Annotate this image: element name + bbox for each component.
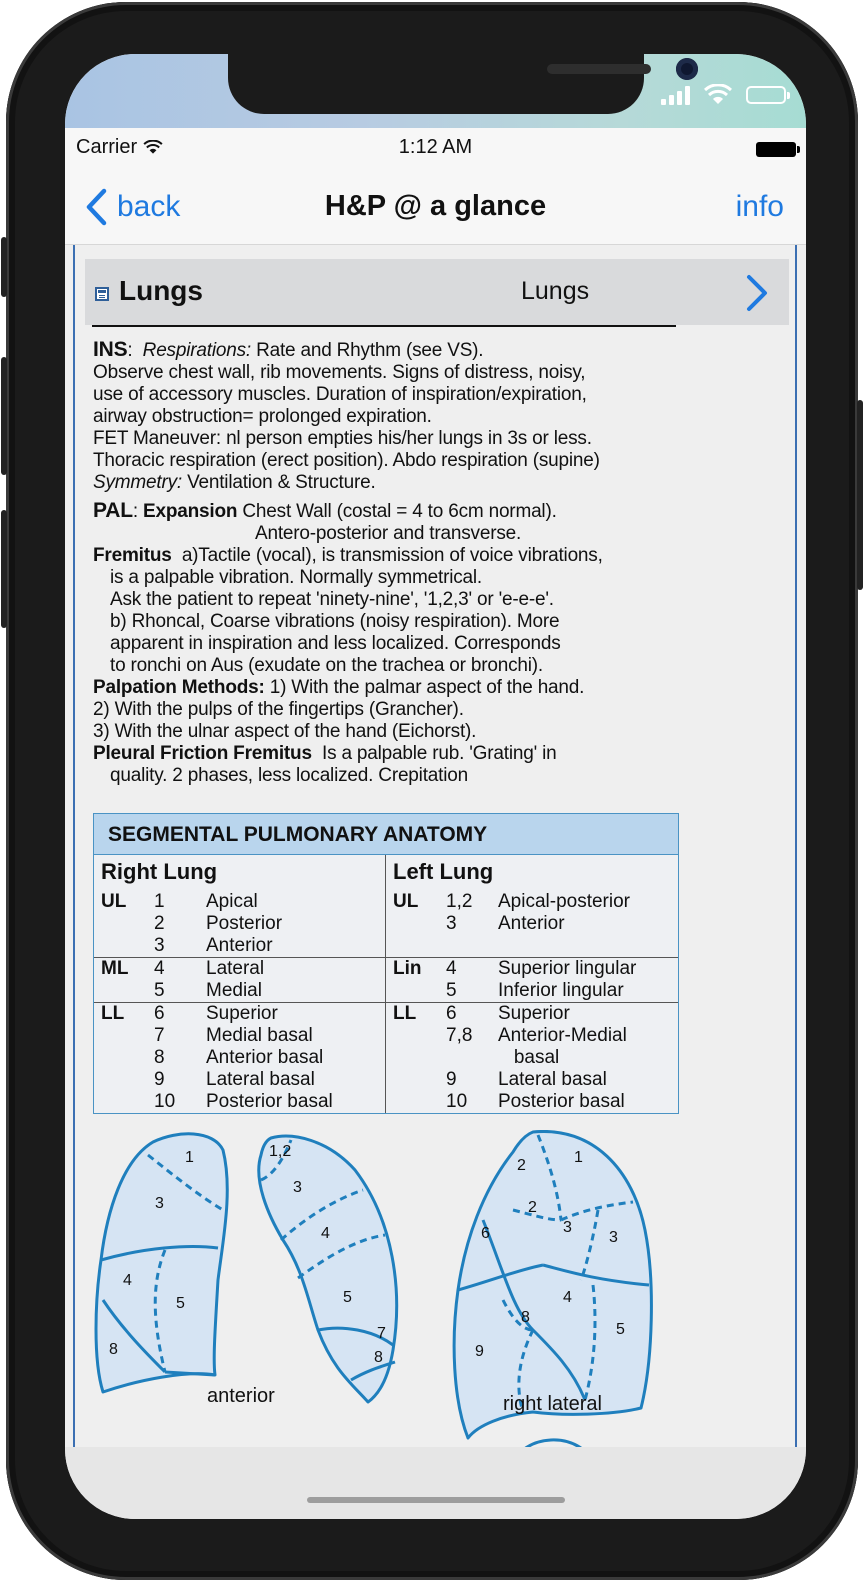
table-row xyxy=(386,1047,678,1069)
right-lateral-label: right lateral xyxy=(503,1393,602,1415)
seg-label: 1 xyxy=(574,1149,583,1166)
segment-name-cell: Lateral basal xyxy=(206,1069,315,1090)
lobe-group xyxy=(386,1003,678,1113)
lobe-cell: UL xyxy=(101,891,127,912)
right-lung-column xyxy=(94,855,386,1113)
document-icon xyxy=(95,287,109,301)
segment-number-cell: 5 xyxy=(154,980,165,1001)
segment-number-cell: 7 xyxy=(154,1025,165,1046)
lobe-cell xyxy=(94,1047,154,1069)
seg-label: 6 xyxy=(481,1225,490,1242)
segmental-anatomy-table xyxy=(93,813,679,1114)
segment-number-cell: 9 xyxy=(446,1069,457,1090)
fremitus-line-1: Fremitus a)Tactile (vocal), is transmission of voice vibrations, xyxy=(93,545,603,566)
home-indicator[interactable] xyxy=(307,1497,565,1503)
table-row xyxy=(386,1003,678,1025)
lobe-cell: Lin xyxy=(393,958,422,979)
battery-icon xyxy=(756,142,796,157)
seg-label: 3 xyxy=(609,1229,618,1246)
segment-name-cell: Medial basal xyxy=(206,1025,313,1046)
lobe-cell: UL xyxy=(393,891,419,912)
segment-number-cell: 5 xyxy=(446,980,457,1001)
section-title: Lungs xyxy=(119,275,203,306)
wifi-icon xyxy=(704,84,732,106)
mute-switch xyxy=(1,237,7,297)
status-bar-top xyxy=(65,54,806,128)
segment-name-cell: Lateral basal xyxy=(498,1069,607,1090)
table-row xyxy=(94,958,385,980)
seg-label: 4 xyxy=(123,1272,132,1289)
ins-line-2: Observe chest wall, rib movements. Signs of distress, noisy, xyxy=(93,362,586,383)
carrier-status-bar xyxy=(65,128,806,170)
seg-label: 3 xyxy=(293,1179,302,1196)
lobe-group xyxy=(94,1003,385,1113)
lobe-cell: LL xyxy=(393,1003,417,1024)
segment-name-cell: Anterior-Medial xyxy=(498,1025,627,1046)
segment-name-cell xyxy=(498,935,678,957)
lobe-group xyxy=(94,958,385,1003)
anterior-label: anterior xyxy=(207,1385,275,1407)
segment-name-cell: Anterior xyxy=(498,913,565,934)
seg-label: 2 xyxy=(517,1157,526,1174)
table-row xyxy=(386,1025,678,1047)
segment-number-cell: 7,8 xyxy=(446,1025,473,1046)
content-view[interactable] xyxy=(73,245,797,1448)
table-title: SEGMENTAL PULMONARY ANATOMY xyxy=(94,814,678,855)
table-row xyxy=(94,913,385,935)
power-button xyxy=(857,400,863,590)
seg-label: 1,2 xyxy=(269,1143,292,1160)
segment-number-cell: 1,2 xyxy=(446,891,473,912)
battery-icon xyxy=(746,86,786,104)
segment-number-cell: 2 xyxy=(154,913,165,934)
lungs-text xyxy=(93,339,693,787)
home-indicator-area xyxy=(65,1447,806,1519)
fremitus-line-2: is a palpable vibration. Normally symmetrical. xyxy=(110,567,482,588)
seg-label: 5 xyxy=(176,1295,185,1312)
segment-number-cell: 6 xyxy=(154,1003,165,1024)
lobe-cell xyxy=(386,1025,446,1047)
lobe-cell xyxy=(94,980,154,1002)
lobe-group xyxy=(94,891,385,958)
seg-label: 9 xyxy=(475,1343,484,1360)
table-row xyxy=(94,980,385,1002)
seg-label: 4 xyxy=(563,1289,572,1306)
palpation-line-2: 2) With the pulps of the fingertips (Grancher). xyxy=(93,699,464,720)
front-camera xyxy=(676,58,698,80)
table-row xyxy=(94,1025,385,1047)
volume-up-button xyxy=(1,357,7,475)
speaker xyxy=(547,64,651,74)
seg-label: 8 xyxy=(521,1309,530,1326)
pleural-line-2: quality. 2 phases, less localized. Crepitation xyxy=(110,765,468,786)
lobe-cell xyxy=(386,1069,446,1091)
section-header[interactable] xyxy=(85,259,789,325)
palpation-line-1: Palpation Methods: 1) With the palmar aspect of the hand. xyxy=(93,677,585,698)
notch xyxy=(228,54,644,114)
table-row xyxy=(386,958,678,980)
segment-name-cell: Apical xyxy=(206,891,258,912)
table-row xyxy=(386,980,678,1002)
palpation-line-3: 3) With the ulnar aspect of the hand (Eichorst). xyxy=(93,721,477,742)
table-row xyxy=(386,913,678,935)
lobe-cell xyxy=(94,1091,154,1113)
left-lung-column xyxy=(386,855,678,1113)
seg-label: 2 xyxy=(528,1199,537,1216)
lobe-cell xyxy=(94,1025,154,1047)
lobe-cell xyxy=(386,980,446,1002)
segment-number-cell: 6 xyxy=(446,1003,457,1024)
section-subtitle: Lungs xyxy=(521,277,590,305)
seg-label: 7 xyxy=(377,1325,386,1342)
pleural-line-1: Pleural Friction Fremitus Is a palpable rub. 'Grating' in xyxy=(93,743,557,764)
lobe-cell xyxy=(386,1091,446,1113)
segment-name-cell: Posterior basal xyxy=(206,1091,333,1112)
carrier-label: Carrier xyxy=(76,136,138,158)
seg-label: 1 xyxy=(185,1149,194,1166)
table-row xyxy=(94,1047,385,1069)
fremitus-line-5: apparent in inspiration and less localized. Corresponds xyxy=(110,633,561,654)
lobe-cell xyxy=(386,1047,446,1069)
lung-segment-diagram xyxy=(93,1130,679,1448)
lobe-cell xyxy=(386,913,446,935)
segment-name-cell: Superior lingular xyxy=(498,958,637,979)
divider xyxy=(92,325,676,327)
ins-line-4: airway obstruction= prolonged expiration. xyxy=(93,406,432,427)
segment-number-cell xyxy=(446,1047,498,1069)
chevron-right-icon[interactable] xyxy=(741,273,771,313)
system-icons xyxy=(661,84,786,106)
table-row xyxy=(386,935,678,957)
segment-name-cell: Anterior basal xyxy=(206,1047,324,1068)
lobe-group xyxy=(386,891,678,958)
seg-label: 8 xyxy=(109,1341,118,1358)
table-row xyxy=(94,1091,385,1113)
segment-number-cell: 10 xyxy=(446,1091,468,1112)
lobe-cell xyxy=(94,1069,154,1091)
fremitus-line-6: to ronchi on Aus (exudate on the trachea or bronchi). xyxy=(110,655,544,676)
segment-name-cell: Posterior basal xyxy=(498,1091,625,1112)
lobe-cell xyxy=(386,935,446,957)
lobe-cell xyxy=(94,913,154,935)
table-row xyxy=(386,891,678,913)
lobe-cell xyxy=(94,935,154,957)
seg-label: 4 xyxy=(321,1225,330,1242)
page-title: H&P @ a glance xyxy=(324,190,547,222)
table-row xyxy=(94,935,385,957)
seg-label: 3 xyxy=(155,1195,164,1212)
volume-down-button xyxy=(1,510,7,628)
lobe-cell: LL xyxy=(101,1003,125,1024)
segment-name-cell: Posterior xyxy=(206,913,283,934)
lobe-cell: ML xyxy=(101,958,129,979)
right-lung-heading: Right Lung xyxy=(101,859,218,884)
segment-name-cell: basal xyxy=(498,1047,560,1068)
segment-number-cell: 4 xyxy=(154,958,165,979)
info-button[interactable]: info xyxy=(735,190,784,223)
segment-number-cell: 8 xyxy=(154,1047,165,1068)
segment-name-cell: Apical-posterior xyxy=(498,891,630,912)
left-lung-heading: Left Lung xyxy=(393,859,494,884)
lobe-group xyxy=(386,958,678,1003)
pal-line-2: Antero-posterior and transverse. xyxy=(255,523,522,544)
segment-name-cell: Lateral xyxy=(206,958,265,979)
segment-number-cell: 3 xyxy=(446,913,457,934)
seg-label: 5 xyxy=(616,1321,625,1338)
segment-name-cell: Anterior xyxy=(206,935,273,956)
segment-number-cell: 4 xyxy=(446,958,457,979)
table-row xyxy=(386,1091,678,1113)
segment-name-cell: Inferior lingular xyxy=(498,980,624,1001)
table-row xyxy=(94,1003,385,1025)
seg-label: 3 xyxy=(563,1219,572,1236)
seg-label: 8 xyxy=(374,1349,383,1366)
ins-line-7: Symmetry: Ventilation & Structure. xyxy=(93,472,376,493)
segment-number-cell xyxy=(446,935,498,957)
back-label: back xyxy=(117,190,181,223)
pal-line-1: PAL: Expansion Chest Wall (costal = 4 to 6cm normal). xyxy=(93,499,557,522)
segment-name-cell: Superior xyxy=(206,1003,278,1024)
ins-line-6: Thoracic respiration (erect position). Abdo respiration (supine) xyxy=(93,450,600,471)
segment-number-cell: 3 xyxy=(154,935,165,956)
navigation-bar xyxy=(65,170,806,245)
ins-line-3: use of accessory muscles. Duration of inspiration/expiration, xyxy=(93,384,587,405)
table-row xyxy=(386,1069,678,1091)
segment-name-cell: Medial xyxy=(206,980,262,1001)
fremitus-line-3: Ask the patient to repeat 'ninety-nine', '1,2,3' or 'e-e-e'. xyxy=(110,589,554,610)
fremitus-line-4: b) Rhoncal, Coarse vibrations (noisy respiration). More xyxy=(110,611,560,632)
screen xyxy=(65,54,806,1519)
segment-number-cell: 1 xyxy=(154,891,165,912)
phone-frame xyxy=(6,2,858,1580)
clock: 1:12 AM xyxy=(398,136,473,158)
seg-label: 5 xyxy=(343,1289,352,1306)
segment-name-cell: Superior xyxy=(498,1003,570,1024)
ins-line-1: INS: Respirations: Rate and Rhythm (see VS). xyxy=(93,338,484,361)
segment-number-cell: 9 xyxy=(154,1069,165,1090)
table-row xyxy=(94,891,385,913)
table-row xyxy=(94,1069,385,1091)
signal-icon xyxy=(661,85,690,105)
segment-number-cell: 10 xyxy=(154,1091,176,1112)
ins-line-5: FET Maneuver: nl person empties his/her lungs in 3s or less. xyxy=(93,428,592,449)
